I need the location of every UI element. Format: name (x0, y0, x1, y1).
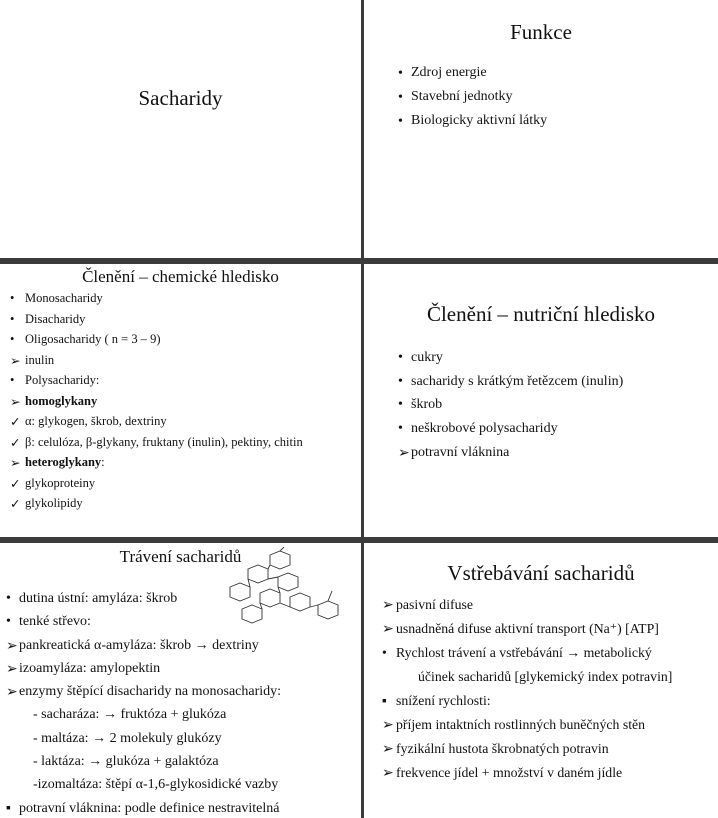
list-item (6, 731, 281, 754)
list-item (10, 476, 303, 497)
absorption-list (382, 597, 672, 789)
list-item-text: Stavební jednotky (411, 89, 513, 104)
slide-absorption (364, 543, 718, 818)
list-item (6, 614, 281, 637)
list-item (10, 394, 303, 415)
bullet-marker: ➢ (382, 741, 394, 756)
list-item-text: dutina ústní: amyláza: škrob (19, 591, 178, 606)
slide-title: Vstřebávání sacharidů (447, 561, 635, 585)
bullet-marker: ➢ (10, 394, 21, 409)
bullet-marker: ➢ (382, 597, 394, 612)
bullet-marker: ➢ (382, 717, 394, 732)
bullet-marker: ✓ (10, 497, 21, 511)
digestion-list (6, 591, 281, 818)
list-item (382, 765, 672, 789)
slide-sacharidy (0, 0, 361, 258)
list-item-suffix: : (101, 455, 105, 469)
bullet-marker: ▪ (382, 693, 387, 708)
list-item-text: usnadněná difuse aktivní transport (Na⁺) [ATP] (396, 621, 659, 636)
list-item-text: enzymy štěpící disacharidy na monosacharidy: (19, 684, 282, 700)
bullet-marker: • (6, 591, 11, 606)
list-item (382, 693, 672, 717)
list-item (10, 373, 303, 394)
bullet-marker: • (10, 291, 15, 305)
list-item (398, 397, 623, 421)
list-item (382, 669, 672, 693)
list-item (10, 414, 303, 435)
bullet-marker: • (398, 373, 403, 389)
list-item (10, 353, 303, 374)
list-item-text: heteroglykany (25, 455, 102, 469)
list-item-text: inulin (25, 352, 55, 367)
list-item-text: snížení rychlosti: (396, 693, 491, 708)
list-item-text: neškrobové polysacharidy (411, 421, 558, 437)
list-item-text: Oligosacharidy ( n = 3 – 9) (25, 332, 161, 346)
list-item (6, 801, 281, 818)
bullet-marker: ✓ (10, 476, 21, 491)
list-item-text: sacharidy s krátkým řetězcem (inulin) (411, 373, 624, 389)
slide-nutrition-classification (364, 264, 718, 537)
list-item (10, 332, 303, 353)
bullet-marker: • (398, 66, 403, 81)
list-item (398, 89, 547, 113)
list-item-text: izoamyláza: amylopektin (19, 660, 161, 676)
slide-title: Trávení sacharidů (119, 547, 242, 566)
list-item-text: potravní vláknina: podle definice nestravitelná (19, 800, 280, 816)
bullet-marker: ➢ (10, 353, 21, 368)
list-item-text: α: glykogen, škrob, dextriny (25, 414, 167, 428)
bullet-marker: ✓ (10, 415, 21, 429)
list-item (398, 421, 623, 445)
list-item-text: cukry (411, 350, 443, 365)
list-item (398, 65, 547, 89)
bullet-marker: ▪ (6, 800, 11, 816)
slide-title: Sacharidy (138, 86, 223, 110)
list-item (6, 661, 281, 684)
nutrition-classification-list (398, 350, 623, 468)
list-item (382, 597, 672, 621)
list-item-text: účinek sacharidů [glykemický index potravin] (418, 669, 673, 684)
list-item-text: frekvence jídel + množství v daném jídle (396, 765, 623, 780)
list-item-text: fyzikální hustota škrobnatých potravin (396, 741, 609, 756)
list-item (6, 754, 281, 777)
list-item-text: glykoproteiny (25, 475, 96, 490)
list-item-text: Polysacharidy: (25, 373, 100, 387)
list-item-text: glykolipidy (25, 496, 83, 510)
list-item-text: -izomaltáza: štěpí α-1,6-glykosidické vazby (33, 777, 279, 793)
bullet-marker: ➢ (382, 765, 394, 780)
slide-funkce (364, 0, 718, 258)
list-item-text: tenké střevo: (19, 614, 91, 630)
slide-title: Funkce (510, 20, 572, 44)
list-item (398, 445, 623, 469)
list-item-text: Monosacharidy (25, 291, 103, 305)
list-item (10, 312, 303, 333)
list-item-text: - sacharáza: → fruktóza + glukóza (33, 707, 227, 723)
list-item (382, 741, 672, 765)
list-item-text: β: celulóza, β-glykany, fruktany (inulin), pektiny, chitin (25, 434, 303, 449)
list-item-text: Disacharidy (25, 311, 86, 326)
list-item (398, 374, 623, 398)
list-item-text: - laktáza: → glukóza + galaktóza (33, 754, 219, 770)
function-list (398, 65, 547, 137)
list-item (382, 621, 672, 645)
list-item-text: - maltáza: → 2 molekuly glukózy (33, 730, 222, 746)
bullet-marker: ➢ (6, 661, 18, 677)
list-item (10, 496, 303, 517)
bullet-marker: • (6, 614, 11, 630)
bullet-marker: • (10, 311, 15, 326)
bullet-marker: • (382, 645, 387, 660)
bullet-marker: ➢ (10, 456, 21, 470)
list-item (6, 591, 281, 614)
bullet-marker: • (398, 350, 403, 365)
bullet-marker: ➢ (6, 638, 18, 654)
list-item-text: homoglykany (25, 393, 98, 408)
list-item (10, 291, 303, 312)
list-item (6, 707, 281, 730)
bullet-marker: • (398, 421, 403, 437)
slide-digestion (0, 543, 361, 818)
bullet-marker: ✓ (10, 435, 21, 450)
bullet-marker: • (398, 90, 403, 105)
list-item (6, 638, 281, 661)
list-item (6, 777, 281, 800)
list-item-text: potravní vláknina (411, 444, 510, 460)
list-item (10, 455, 303, 476)
bullet-marker: ➢ (382, 621, 394, 636)
bullet-marker: • (398, 114, 403, 129)
bullet-marker: • (398, 397, 403, 413)
list-item (10, 435, 303, 456)
list-item (382, 717, 672, 741)
list-item-text: pankreatická α-amyláza: škrob → dextriny (19, 637, 259, 653)
list-item (382, 645, 672, 669)
list-item-text: příjem intaktních rostlinných buněčných stěn (396, 717, 646, 732)
list-item-text: Biologicky aktivní látky (411, 113, 548, 128)
bullet-marker: • (10, 332, 15, 346)
list-item (398, 350, 623, 374)
bullet-marker: ➢ (6, 685, 18, 701)
list-item (398, 113, 547, 137)
slide-title: Členění – nutriční hledisko (426, 302, 656, 326)
list-item-text: škrob (411, 397, 443, 413)
list-item (6, 684, 281, 707)
list-item-text: Rychlost trávení a vstřebávání → metabolický (396, 645, 652, 660)
slide-title: Členění – chemické hledisko (82, 267, 279, 286)
bullet-marker: ➢ (398, 445, 410, 461)
bullet-marker: • (10, 373, 15, 387)
slide-chemical-classification (0, 264, 361, 537)
list-item-text: pasivní difuse (396, 597, 474, 612)
list-item-text: Zdroj energie (411, 65, 487, 80)
chemical-classification-list (10, 291, 303, 517)
